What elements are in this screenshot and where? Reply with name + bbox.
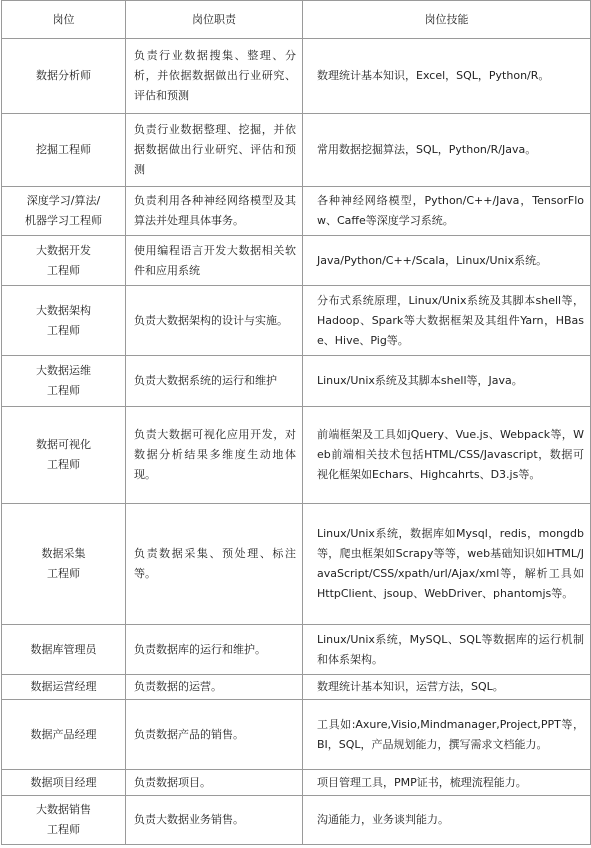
role-name-line: 数据库管理员 [30,642,97,656]
duty-cell: 负责大数据架构的设计与实施。 [126,286,303,356]
table-row [2,114,591,187]
role-name-line: 工程师 [47,823,80,836]
role-cell [2,796,126,845]
duty-cell: 负责大数据系统的运行和维护 [126,356,303,407]
role-name-line: 数据运营经理 [30,680,97,693]
role-name-line: 数据项目经理 [30,775,97,789]
duty-cell: 负责行业数据整理、挖掘，并依据数据做出行业研究、评估和预测 [126,114,303,187]
duty-cell: 负责数据的运营。 [126,675,303,700]
role-cell [2,407,126,504]
role-cell [2,187,126,236]
table-row [2,407,591,504]
skill-cell: 工具如:Axure,Visio,Mindmanager,Project,PPT等，BI，SQL，产品规划能力，撰写需求文档能力。 [303,700,591,770]
skill-cell: 沟通能力，业务谈判能力。 [303,796,591,845]
role-cell [2,770,126,796]
skill-cell: 各种神经网络模型，Python/C++/Java，TensorFlow、Caffe等深度学习系统。 [303,187,591,236]
skill-cell: Linux/Unix系统，数据库如Mysql，redis，mongdb等，爬虫框架如Scrapy等等，web基础知识如HTML/JavaScript/CSS/xpath/url/Ajax/xml等，解析工具如HttpClient、jsoup、WebDriver、phantomjs等。 [303,504,591,625]
role-name-line: 大数据架构 [36,303,91,317]
table-row [2,236,591,286]
table-row [2,187,591,236]
role-name-line: 数据产品经理 [30,727,97,741]
header-skill: 岗位技能 [303,1,591,39]
table-row [2,796,591,845]
skill-cell: Linux/Unix系统及其脚本shell等，Java。 [303,356,591,407]
table-row [2,286,591,356]
table-row [2,356,591,407]
role-cell [2,700,126,770]
header-role: 岗位 [2,1,126,39]
skill-cell: Linux/Unix系统，MySQL、SQL等数据库的运行机制和体系架构。 [303,625,591,675]
role-name-line: 工程师 [47,384,80,397]
role-name-line: 工程师 [47,263,80,277]
role-cell [2,114,126,187]
skill-cell: 项目管理工具，PMP证书，梳理流程能力。 [303,770,591,796]
role-name-line: 数据分析师 [36,69,91,82]
role-name-line: 数据可视化 [36,438,91,451]
role-name-line: 大数据开发 [36,243,91,257]
table-header [2,1,591,39]
role-cell [2,286,126,356]
duty-cell: 负责数据产品的销售。 [126,700,303,770]
skill-cell: 数理统计基本知识，运营方法，SQL。 [303,675,591,700]
role-cell [2,625,126,675]
role-cell [2,675,126,700]
table-row [2,504,591,625]
table-body [2,39,591,845]
duty-cell: 负责数据项目。 [126,770,303,796]
skill-cell: 分布式系统原理，Linux/Unix系统及其脚本shell等，Hadoop、Spark等大数据框架及其组件Yarn，HBase、Hive、Pig等。 [303,286,591,356]
role-name-line: 大数据销售 [36,803,91,816]
role-name-line: 机器学习工程师 [25,214,102,227]
skill-cell: Java/Python/C++/Scala，Linux/Unix系统。 [303,236,591,286]
role-name-line: 工程师 [47,567,80,580]
table-row [2,770,591,796]
role-cell [2,504,126,625]
duty-cell: 负责行业数据搜集、整理、分析，并依据数据做出行业研究、评估和预测 [126,39,303,114]
skill-cell: 前端框架及工具如jQuery、Vue.js、Webpack等，Web前端相关技术包括HTML/CSS/Javascript，数据可视化框架如Echars、Highcahrts、D3.js等。 [303,407,591,504]
duty-cell: 负责大数据可视化应用开发，对数据分析结果多维度生动地体现。 [126,407,303,504]
role-name-line: 挖掘工程师 [36,143,91,156]
role-name-line: 工程师 [47,323,80,337]
table-row [2,700,591,770]
skill-cell: 数理统计基本知识，Excel，SQL，Python/R。 [303,39,591,114]
table-row [2,675,591,700]
duty-cell: 负责利用各种神经网络模型及其算法并处理具体事务。 [126,187,303,236]
role-cell [2,236,126,286]
header-row [2,1,591,39]
role-cell [2,39,126,114]
table-row [2,39,591,114]
duty-cell: 使用编程语言开发大数据相关软件和应用系统 [126,236,303,286]
role-name-line: 大数据运维 [36,364,91,377]
jobs-table [1,0,591,845]
table-row [2,625,591,675]
duty-cell: 负责大数据业务销售。 [126,796,303,845]
skill-cell: 常用数据挖掘算法，SQL，Python/R/Java。 [303,114,591,187]
role-cell [2,356,126,407]
duty-cell: 负责数据采集、预处理、标注等。 [126,504,303,625]
role-name-line: 工程师 [47,458,80,471]
header-duty: 岗位职责 [126,1,303,39]
role-name-line: 数据采集 [41,547,86,560]
role-name-line: 深度学习/算法/ [26,194,101,207]
duty-cell: 负责数据库的运行和维护。 [126,625,303,675]
